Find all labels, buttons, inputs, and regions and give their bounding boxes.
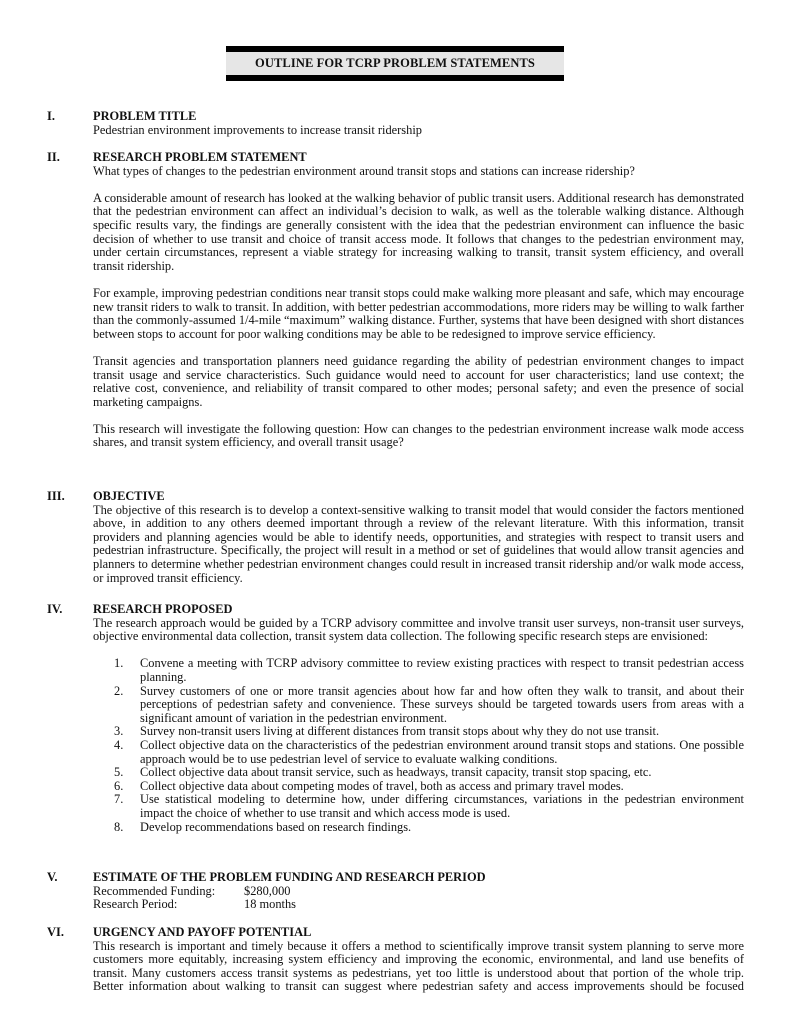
paragraph: Pedestrian environment improvements to increase transit ridership [93, 122, 422, 137]
paragraph: The objective of this research is to develop a context-sensitive walking to transit model that would consider the factors mentioned above, in addition to any others deemed important through a review of the relevant literature. With this information, transit providers and planning agencies would be able to identify needs, opportunities, and strategies with respect to transit users and pedestrian infrastructure. Specifically, the project will result in a method or set of guidelines that would allow transit agencies and planners to determine whether pedestrian environment changes could result in increased transit ridership and/or walk mode access, or improved transit efficiency. [93, 502, 744, 585]
list-number: 3. [114, 724, 124, 739]
list-text: Survey non-transit users living at different distances from transit stops about why they do not use transit. [140, 724, 660, 739]
research-period-value: 18 months [244, 897, 296, 912]
research-steps-list [93, 657, 744, 834]
research-period-row [93, 898, 744, 912]
list-item [93, 657, 744, 684]
paragraph: A considerable amount of research has looked at the walking behavior of public transit users. Additional research has demonstrated that the pedestrian environment can affect an individual’s decision to walk, as well as the tolerable walking distance. Although specific results vary, the findings are generally consistent with the idea that the pedestrian environment can influence the basic decision of whether to use transit and choice of transit access mode. It follows that changes to the pedestrian environment may, under certain circumstances, represent a viable strategy for increasing walking to transit, transit system efficiency, and overall transit ridership. [93, 190, 744, 273]
list-number: 6. [114, 778, 124, 793]
list-number: 4. [114, 737, 124, 752]
list-number: 1. [114, 656, 124, 671]
list-item [93, 766, 744, 780]
funding-value: $280,000 [244, 883, 291, 898]
list-number: 5. [114, 765, 124, 780]
section-heading: RESEARCH PROPOSED [93, 602, 233, 616]
section-numeral: V. [47, 870, 58, 884]
list-item [93, 821, 744, 835]
paragraph: For example, improving pedestrian conditions near transit stops could make walking more pleasant and safe, which may encourage new transit riders to walk to transit. In addition, with better pedestrian accommodations, more riders may be willing to walk farther than the commonly-assumed 1/4-mile “maximum” walking distance. Further, systems that have been designed with short distances between stops to account for poor walking conditions may be able to be redesigned to improve service efficiency. [93, 285, 744, 341]
list-item [93, 739, 744, 766]
list-item [93, 780, 744, 794]
list-text: Collect objective data on the characteristics of the pedestrian environment around transit stops and stations. One possible approach would be to use pedestrian level of service to evaluate walking conditions. [140, 737, 744, 766]
research-period-label: Research Period: [93, 897, 178, 912]
section-heading: ESTIMATE OF THE PROBLEM FUNDING AND RESEARCH PERIOD [93, 870, 486, 884]
list-text: Develop recommendations based on research findings. [140, 819, 412, 834]
list-item [93, 685, 744, 726]
list-text: Survey customers of one or more transit agencies about how far and how often they walk to transit, and about their perceptions of pedestrian safety and convenience. These surveys should be targeted towards users from areas with a significant amount of variation in the pedestrian environment. [140, 683, 744, 725]
list-number: 8. [114, 819, 124, 834]
section-numeral: III. [47, 489, 65, 503]
paragraph: Transit agencies and transportation planners need guidance regarding the ability of pedestrian environment changes to impact transit usage and service characteristics. Such guidance would need to account for user characteristics; land use context; the relative cost, convenience, and reliability of transit compared to other modes; personal safety; and even the presence of social marketing campaigns. [93, 353, 744, 409]
section-heading: OBJECTIVE [93, 489, 165, 503]
document-title: OUTLINE FOR TCRP PROBLEM STATEMENTS [255, 56, 535, 70]
section-numeral: II. [47, 150, 60, 164]
list-number: 2. [114, 683, 124, 698]
list-text: Collect objective data about competing modes of travel, both as access and primary travel modes. [140, 778, 624, 793]
list-text: Collect objective data about transit service, such as headways, transit capacity, transit stop spacing, etc. [140, 765, 652, 780]
list-number: 7. [114, 792, 124, 807]
paragraph: What types of changes to the pedestrian environment around transit stops and stations can increase ridership? [93, 163, 635, 178]
section-heading: URGENCY AND PAYOFF POTENTIAL [93, 925, 312, 939]
list-text: Convene a meeting with TCRP advisory committee to review existing practices with respect to transit pedestrian access planning. [140, 656, 744, 684]
list-item [93, 725, 744, 739]
section-numeral: IV. [47, 602, 63, 616]
section-heading: PROBLEM TITLE [93, 109, 197, 123]
list-item [93, 793, 744, 820]
section-heading: RESEARCH PROBLEM STATEMENT [93, 150, 307, 164]
list-text: Use statistical modeling to determine how, under differing circumstances, variations in the pedestrian environment impact the choice of whether to use transit and which access mode is used. [140, 792, 744, 820]
funding-row [93, 885, 744, 899]
section-numeral: I. [47, 109, 55, 123]
funding-label: Recommended Funding: [93, 883, 216, 898]
paragraph: This research is important and timely because it offers a method to scientifically improve transit system planning to serve more customers more equitably, increasing system efficiency and improving the economic, environmental, and land use benefits of transit. Many customers access transit systems as pedestrians, yet too little is understood about that portion of the whole trip. Better information about walking to transit can suggest where pedestrian safety and access improvements should be focused [93, 938, 744, 994]
section-numeral: VI. [47, 925, 65, 939]
document-title-box [226, 46, 564, 81]
paragraph: The research approach would be guided by a TCRP advisory committee and involve transit user surveys, non-transit user surveys, objective environmental data collection, transit system data collection. The following specific research steps are envisioned: [93, 615, 744, 644]
paragraph: This research will investigate the following question: How can changes to the pedestrian environment increase walk mode access shares, and transit system efficiency, and overall transit usage? [93, 421, 744, 450]
